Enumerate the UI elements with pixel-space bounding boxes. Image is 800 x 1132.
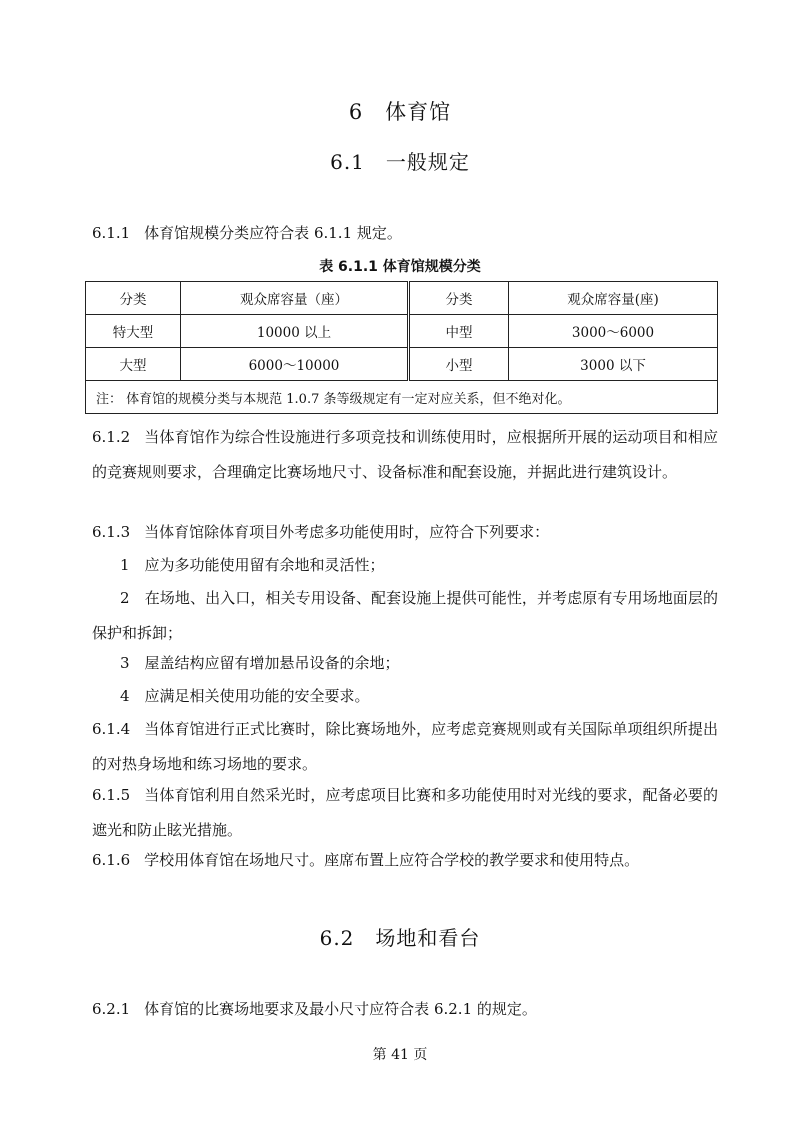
table-note: 注： 体育馆的规模分类与本规范 1.0.7 条等级规定有一定对应关系，但不绝对化。 xyxy=(86,381,718,414)
clause-number: 6.1.2 xyxy=(92,428,131,446)
chapter-title: 6 体育馆 xyxy=(348,100,452,124)
table-row xyxy=(86,315,718,348)
list-item: 1 应为多功能使用留有余地和灵活性； xyxy=(120,556,385,574)
section-title-6-2: 6.2 场地和看台 xyxy=(319,926,481,950)
table-header-cell: 观众席容量(座) xyxy=(509,282,718,315)
clause-6-2-1 xyxy=(92,992,718,1027)
clause-text: 学校用体育馆在场地尺寸。座席布置上应符合学校的教学要求和使用特点。 xyxy=(144,851,640,869)
clause-text: 当体育馆除体育项目外考虑多功能使用时，应符合下列要求： xyxy=(144,523,550,541)
clause-number: 6.1.3 xyxy=(92,523,131,541)
clause-6-1-2 xyxy=(92,420,718,490)
clause-6-1-6 xyxy=(92,843,718,878)
table-cell: 小型 xyxy=(409,348,509,381)
table-cell: 中型 xyxy=(409,315,509,348)
list-item: 3 屋盖结构应留有增加悬吊设备的余地； xyxy=(120,654,400,672)
clause-number: 6.1.1 xyxy=(92,224,131,242)
clause-number: 6.2.1 xyxy=(92,1000,131,1018)
clause-number: 6.1.5 xyxy=(92,786,131,804)
table-header-cell: 观众席容量（座） xyxy=(181,282,409,315)
table-cell: 3000～6000 xyxy=(509,315,718,348)
table-caption: 表 6.1.1 体育馆规模分类 xyxy=(319,259,481,275)
table-header-cell: 分类 xyxy=(86,282,181,315)
clause-text: 当体育馆进行正式比赛时，除比赛场地外，应考虑竞赛规则或有关国际单项组织所提出的对热身场地和练习场地的要求。 xyxy=(92,720,718,773)
table-cell: 10000 以上 xyxy=(181,315,409,348)
table-cell: 6000～10000 xyxy=(181,348,409,381)
table-header-row xyxy=(86,282,718,315)
page-number: 第 41 页 xyxy=(372,1047,428,1063)
clause-number: 6.1.6 xyxy=(92,851,131,869)
clause-text: 当体育馆利用自然采光时，应考虑项目比赛和多功能使用时对光线的要求，配备必要的遮光和防止眩光措施。 xyxy=(92,786,718,839)
clause-text: 体育馆规模分类应符合表 6.1.1 规定。 xyxy=(144,224,402,242)
scale-classification-table xyxy=(85,281,718,414)
table-cell: 特大型 xyxy=(86,315,181,348)
list-item: 2 在场地、出入口，相关专用设备、配套设施上提供可能性，并考虑原有专用场地面层的保护和拆卸； xyxy=(92,589,718,642)
section-title-6-1: 6.1 一般规定 xyxy=(330,150,470,174)
list-item: 4 应满足相关使用功能的安全要求。 xyxy=(120,687,370,705)
table-header-cell: 分类 xyxy=(409,282,509,315)
clause-text: 体育馆的比赛场地要求及最小尺寸应符合表 6.2.1 的规定。 xyxy=(144,1000,537,1018)
clause-6-1-5 xyxy=(92,778,718,848)
clause-text: 当体育馆作为综合性设施进行多项竞技和训练使用时，应根据所开展的运动项目和相应的竞赛规则要求，合理确定比赛场地尺寸、设备标准和配套设施，并据此进行建筑设计。 xyxy=(92,428,718,481)
clause-6-1-3 xyxy=(92,515,718,550)
table-cell: 大型 xyxy=(86,348,181,381)
clause-6-1-1 xyxy=(92,216,718,251)
table-cell: 3000 以下 xyxy=(509,348,718,381)
table-row xyxy=(86,348,718,381)
clause-number: 6.1.4 xyxy=(92,720,131,738)
table-note-row xyxy=(86,381,718,414)
clause-6-1-4 xyxy=(92,712,718,782)
